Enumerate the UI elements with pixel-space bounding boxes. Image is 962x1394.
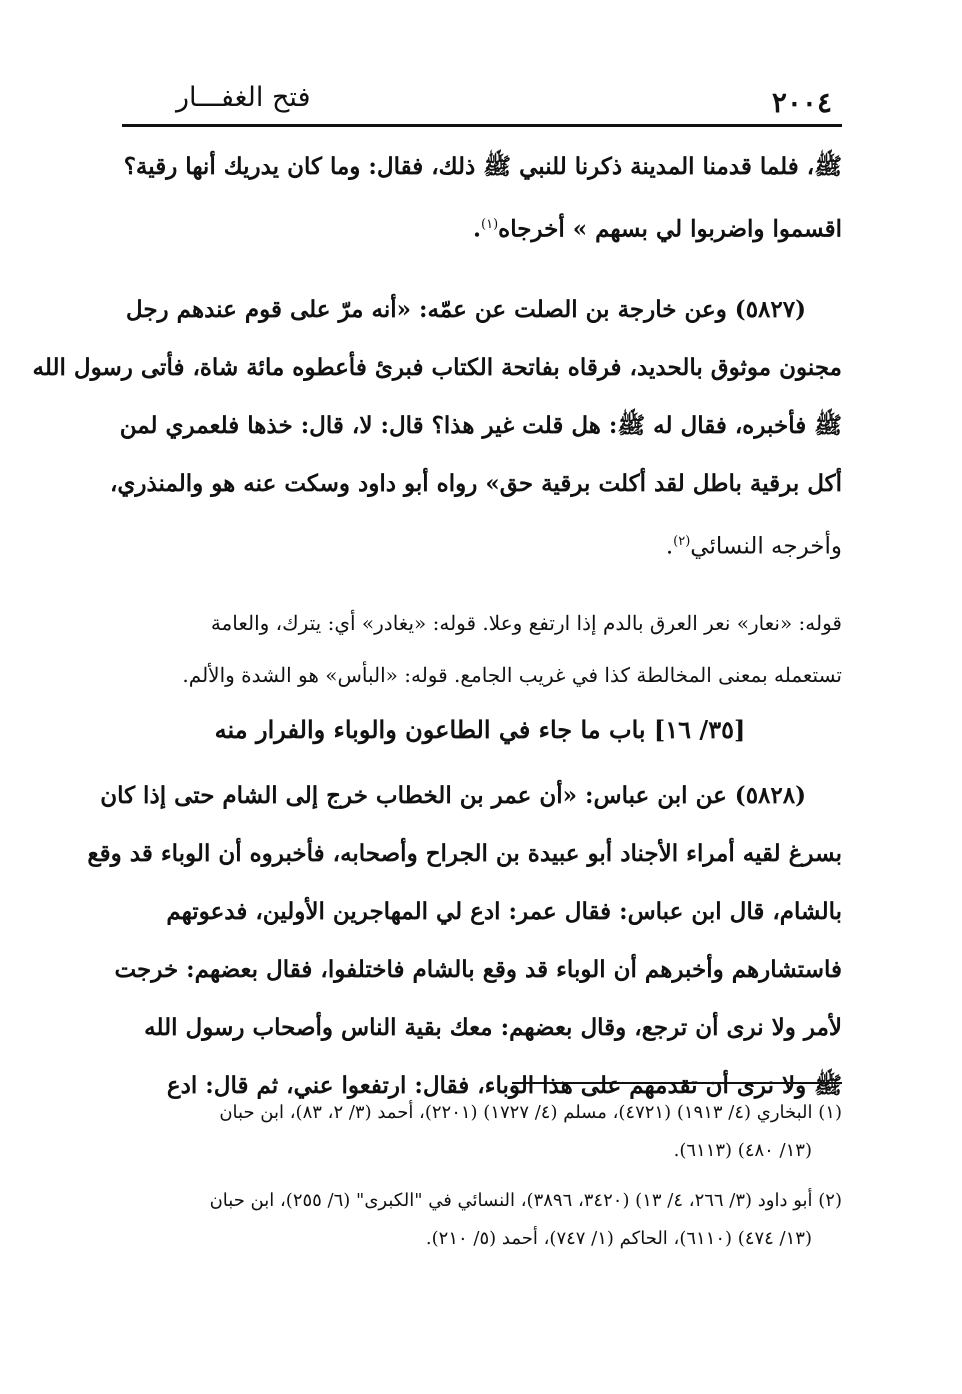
footnote-2-line: (٢) أبو داود (٣/ ٢٦٦، ٤/ ١٣) (٣٤٢٠، ٣٨٩٦)، النسائي في "الكبرى" (٦/ ٢٥٥)، ابن حبان (209, 1190, 842, 1211)
footnote-ref: (١) (481, 217, 499, 232)
text-line: ﷺ، فلما قدمنا المدينة ذكرنا للنبي ﷺ ذلك، فقال: وما كان يدريك أنها رقية؟ (123, 153, 842, 180)
full-stop: . (472, 215, 481, 243)
book-title: فتح الغفـــار (176, 82, 311, 113)
hadith-5828-line: (٥٨٢٨) عن ابن عباس: «أن عمر بن الخطاب خرج إلى الشام حتى إذا كان (100, 782, 806, 810)
chapter-heading: [٣٥/ ١٦] باب ما جاء في الطاعون والوباء والفرار منه (214, 715, 746, 745)
footnote-gap (118, 1170, 842, 1182)
footnote-ref: (٢) (673, 533, 691, 549)
footnote-2-line: (١٣/ ٤٧٤) (٦١١٠)، الحاكم (١/ ٧٤٧)، أحمد (٥/ ٢١٠). (425, 1228, 812, 1249)
footnote-1-line: (١) البخاري (٤/ ١٩١٣) (٤٧٢١)، مسلم (٤/ ١٧٢٧) (٢٢٠١)، أحمد (٣/ ٢، ٨٣)، ابن حبان (219, 1102, 842, 1123)
running-header (122, 80, 842, 124)
text-line (118, 196, 842, 259)
text-segment: اقسموا واضربوا لي بسهم » أخرجاه (498, 215, 842, 243)
header-rule (122, 124, 842, 127)
text-line: لأمر ولا نرى أن ترجع، وقال بعضهم: معك بقية الناس وأصحاب رسول الله (144, 1014, 842, 1042)
footnote-1-line: (١٣/ ٤٨٠) (٦١١٣). (673, 1140, 812, 1161)
text-line: بسرغ لقيه أمراء الأجناد أبو عبيدة بن الجراح وأصحابه، فأخبروه أن الوباء قد وقع (87, 840, 842, 868)
text-line: مجنون موثوق بالحديد، فرقاه بفاتحة الكتاب فبرئ فأعطوه مائة شاة، فأتى رسول الله (32, 353, 842, 381)
page-number: ٢٠٠٤ (771, 86, 832, 119)
text-line (118, 513, 842, 576)
paragraph-gap (118, 759, 842, 767)
text-line: أكل برقية باطل لقد أكلت برقية حق» رواه أبو داود وسكت عنه هو والمنذري، (109, 469, 842, 497)
text-line: ﷺ ولا نرى أن تقدمهم على هذا الوباء، فقال: ارتفعوا عني، ثم قال: ادع (166, 1072, 842, 1100)
text-line: بالشام، قال ابن عباس: فقال عمر: ادع لي المهاجرين الأولين، فدعوتهم (166, 898, 842, 926)
note-line: قوله: «نعار» نعر العرق بالدم إذا ارتفع وعلا. قوله: «يغادر» أي: يترك، والعامة (210, 611, 842, 636)
paragraph-gap (118, 575, 842, 597)
paragraph-gap (118, 259, 842, 281)
text-line: فاستشارهم وأخبرهم أن الوباء قد وقع بالشام فاختلفوا، فقال بعضهم: خرجت (114, 956, 842, 984)
footnotes (118, 1094, 842, 1258)
footnote-rule (512, 1082, 842, 1084)
hadith-5827-line: (٥٨٢٧) وعن خارجة بن الصلت عن عمّه: «أنه مرّ على قوم عندهم رجل (125, 295, 806, 323)
main-text (32, 138, 842, 1115)
note-line: تستعمله بمعنى المخالطة كذا في غريب الجامع. قوله: «البأس» هو الشدة والألم. (182, 663, 842, 688)
text-segment: وأخرجه النسائي (690, 533, 842, 560)
text-line: ﷺ فأخبره، فقال له ﷺ: هل قلت غير هذا؟ قال: لا، قال: خذها فلعمري لمن (119, 411, 842, 439)
full-stop: . (665, 533, 674, 560)
